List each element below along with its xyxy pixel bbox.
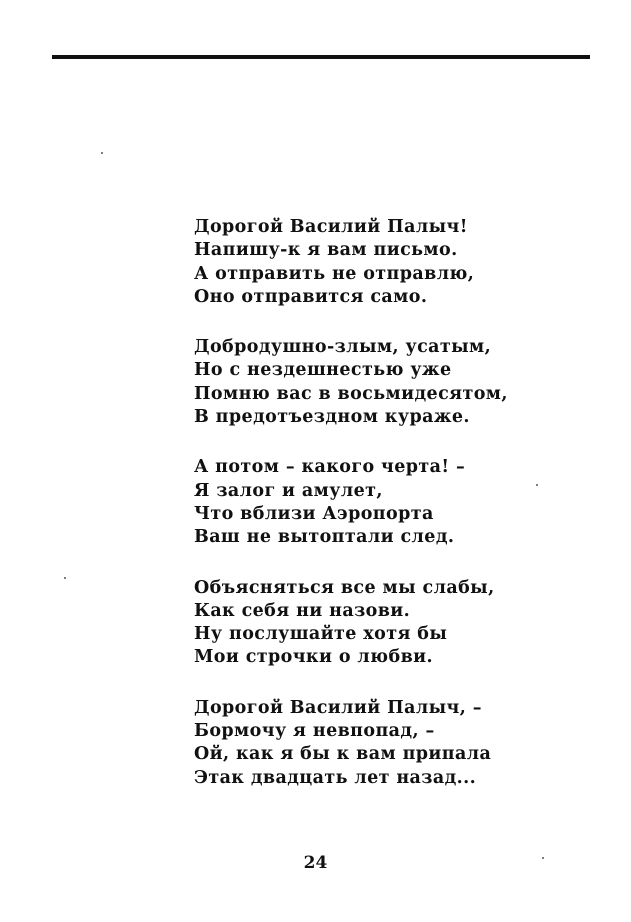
poem-line: Мои строчки о любви. <box>194 647 433 668</box>
poem-line: Добродушно-злым, усатым, <box>194 337 492 358</box>
poem-line: Ну послушайте хотя бы <box>194 624 448 645</box>
poem-line: Я залог и амулет, <box>194 480 383 501</box>
stanza-2 <box>194 336 594 429</box>
stanza-4 <box>194 577 594 670</box>
print-speck <box>101 152 103 154</box>
poem-line: Дорогой Василий Палыч, – <box>194 697 482 718</box>
poem-line: Ой, как я бы к вам припала <box>194 744 492 765</box>
poem-line: Помню вас в восьмидесятом, <box>194 383 508 404</box>
poem-line: Напишу-к я вам письмо. <box>194 240 458 261</box>
poem-line: Объясняться все мы слабы, <box>194 577 495 598</box>
poem-line: Бормочу я невпопад, – <box>194 721 435 742</box>
poem-line: А потом – какого черта! – <box>194 457 466 478</box>
poem-line: Ваш не вытоптали след. <box>194 527 455 548</box>
stanza-5 <box>194 697 594 790</box>
header-rule <box>52 55 590 59</box>
poem-line: Но с нездешнестью уже <box>194 360 452 381</box>
print-speck <box>64 577 66 579</box>
poem-line: Этак двадцать лет назад... <box>194 767 477 788</box>
poem-line: Как себя ни назови. <box>194 600 411 621</box>
poem-line: А отправить не отправлю, <box>194 263 475 284</box>
poem-line: Оно отправится само. <box>194 286 428 307</box>
stanza-1 <box>194 216 594 309</box>
poem <box>194 216 594 817</box>
stanza-3 <box>194 456 594 549</box>
poem-line: Дорогой Василий Палыч! <box>194 217 468 237</box>
poem-line: Что вблизи Аэропорта <box>194 503 434 524</box>
page-number: 24 <box>303 853 328 873</box>
poem-line: В предотъездном кураже. <box>194 407 470 428</box>
